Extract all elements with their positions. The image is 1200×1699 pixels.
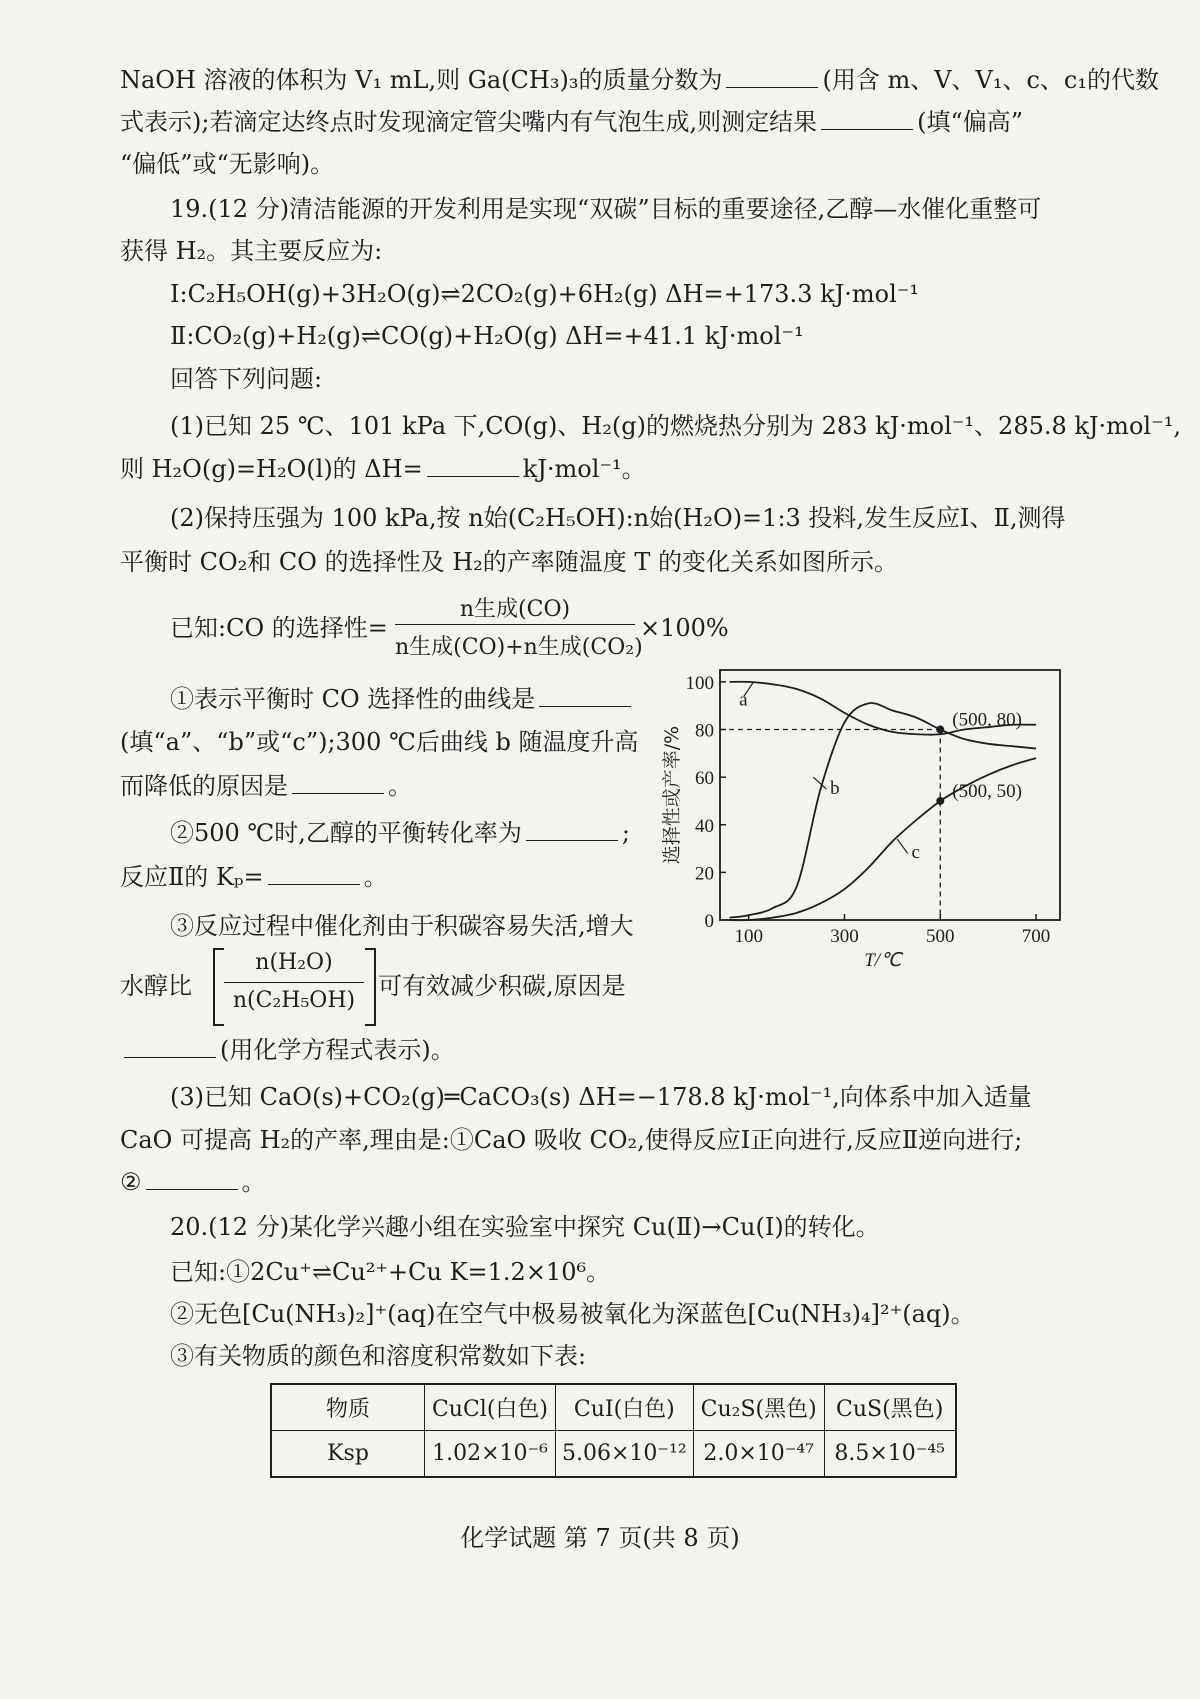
table-header-cell: CuS(黑色) bbox=[824, 1384, 956, 1431]
text-line: 回答下列问题: bbox=[170, 365, 323, 393]
text-line: 式表示);若滴定达终点时发现滴定管尖嘴内有气泡生成,则测定结果 (填“偏高” bbox=[120, 108, 1023, 136]
selectivity-fraction bbox=[395, 592, 643, 662]
text-line: (2)保持压强为 100 kPa,按 n始(C₂H₅OH):n始(H₂O)=1:3 投料,发生反应Ⅰ、Ⅱ,测得 bbox=[170, 504, 1066, 532]
fraction-bar bbox=[224, 982, 364, 983]
selectivity-chart bbox=[650, 640, 1090, 970]
table-cell: 2.0×10⁻⁴⁷ bbox=[693, 1431, 824, 1478]
answer-blank[interactable] bbox=[146, 1167, 238, 1190]
table-row bbox=[271, 1431, 956, 1478]
left-bracket bbox=[213, 948, 224, 1026]
y-tick-label: 60 bbox=[695, 768, 714, 790]
question-19-heading: 19.(12 分)清洁能源的开发利用是实现“双碳”目标的重要途径,乙醇—水催化重整可 bbox=[170, 195, 1042, 223]
text-line: ② 。 bbox=[120, 1168, 266, 1196]
table-cell: 8.5×10⁻⁴⁵ bbox=[824, 1431, 956, 1478]
text-line: (1)已知 25 ℃、101 kPa 下,CO(g)、H₂(g)的燃烧热分别为 283 kJ·mol⁻¹、285.8 kJ·mol⁻¹, bbox=[170, 412, 1181, 440]
text-line: (3)已知 CaO(s)+CO₂(g)═CaCO₃(s) ΔH=−178.8 kJ·mol⁻¹,向体系中加入适量 bbox=[170, 1083, 1032, 1111]
fraction-numerator: n(H₂O) bbox=[255, 950, 333, 975]
text-line: CaO 可提高 H₂的产率,理由是:①CaO 吸收 CO₂,使得反应Ⅰ正向进行,反应Ⅱ逆向进行; bbox=[120, 1126, 1023, 1154]
y-tick-label: 20 bbox=[695, 863, 714, 885]
answer-blank[interactable] bbox=[268, 862, 360, 885]
text-line: NaOH 溶液的体积为 V₁ mL,则 Ga(CH₃)₃的质量分数为 (用含 m、V、V₁、c、c₁的代数 bbox=[120, 66, 1159, 94]
y-tick-label: 0 bbox=[704, 911, 714, 932]
curve-label: a bbox=[739, 689, 748, 711]
text-line: ②500 ℃时,乙醇的平衡转化率为 ; bbox=[170, 819, 631, 847]
text-line: 平衡时 CO₂和 CO 的选择性及 H₂的产率随温度 T 的变化关系如图所示。 bbox=[120, 548, 899, 576]
answer-blank[interactable] bbox=[526, 818, 618, 841]
answer-blank[interactable] bbox=[726, 65, 818, 88]
fraction-denominator: n(C₂H₅OH) bbox=[232, 988, 356, 1013]
text-line: “偏低”或“无影响)。 bbox=[120, 150, 335, 178]
curve-label-leader bbox=[897, 839, 908, 853]
text-line: 则 H₂O(g)=H₂O(l)的 ΔH= kJ·mol⁻¹。 bbox=[120, 455, 646, 483]
x-axis-label: T/℃ bbox=[864, 950, 902, 970]
text-line: (用化学方程式表示)。 bbox=[120, 1034, 1110, 1066]
annotation-point bbox=[936, 797, 944, 805]
answer-blank[interactable] bbox=[427, 454, 519, 477]
fraction-denominator: n生成(CO)+n生成(CO₂) bbox=[395, 635, 643, 660]
ratio-label: 水醇比 bbox=[120, 972, 192, 1000]
ratio-fraction bbox=[224, 950, 364, 1020]
table-header-cell: 物质 bbox=[271, 1384, 425, 1431]
x-tick-label: 700 bbox=[1021, 926, 1051, 947]
annotation-point bbox=[936, 726, 944, 734]
table-header-cell: Cu₂S(黑色) bbox=[693, 1384, 824, 1431]
reaction-1: Ⅰ:C₂H₅OH(g)+3H₂O(g)⇌2CO₂(g)+6H₂(g) ΔH=+173.3 kJ·mol⁻¹ bbox=[170, 280, 920, 308]
y-tick-label: 40 bbox=[695, 815, 714, 837]
right-bracket bbox=[365, 948, 376, 1026]
answer-blank[interactable] bbox=[821, 107, 913, 130]
text-line: ②无色[Cu(NH₃)₂]⁺(aq)在空气中极易被氧化为深蓝色[Cu(NH₃)₄]²⁺(aq)。 bbox=[170, 1300, 975, 1328]
x-tick-label: 100 bbox=[734, 926, 763, 947]
y-tick-label: 80 bbox=[695, 720, 714, 742]
fraction-numerator: n生成(CO) bbox=[459, 597, 571, 622]
definition-label: 已知:CO 的选择性= bbox=[170, 614, 388, 642]
reaction-2: Ⅱ:CO₂(g)+H₂(g)⇌CO(g)+H₂O(g) ΔH=+41.1 kJ·mol⁻¹ bbox=[170, 322, 804, 350]
text-line: 获得 H₂。其主要反应为: bbox=[120, 237, 383, 265]
x-tick-label: 500 bbox=[926, 926, 955, 947]
y-tick-label: 100 bbox=[685, 672, 714, 694]
curve-label: b bbox=[830, 777, 840, 799]
answer-blank[interactable] bbox=[124, 1035, 216, 1058]
table-header-cell: CuCl(白色) bbox=[425, 1384, 556, 1431]
definition-suffix: ×100% bbox=[640, 614, 729, 642]
text-line: (填“a”、“b”或“c”);300 ℃后曲线 b 随温度升高 bbox=[120, 728, 639, 756]
y-axis-label: 选择性或产率/% bbox=[661, 725, 683, 865]
fraction-bar bbox=[395, 624, 635, 625]
curve-b bbox=[730, 703, 1036, 918]
table-cell: 5.06×10⁻¹² bbox=[556, 1431, 694, 1478]
answer-blank[interactable] bbox=[292, 771, 384, 794]
text-line: ③有关物质的颜色和溶度积常数如下表: bbox=[170, 1342, 587, 1370]
x-tick-label: 300 bbox=[830, 926, 859, 947]
annotation-label: (500, 50) bbox=[952, 780, 1022, 802]
text-line: 已知:①2Cu⁺⇌Cu²⁺+Cu K=1.2×10⁶。 bbox=[170, 1258, 611, 1286]
text-line: 反应Ⅱ的 Kₚ= 。 bbox=[120, 863, 388, 891]
text-line: 可有效减少积碳,原因是 bbox=[378, 972, 626, 1000]
curve-label: c bbox=[911, 842, 920, 864]
table-header-cell: CuI(白色) bbox=[556, 1384, 694, 1431]
annotation-label: (500, 80) bbox=[952, 709, 1022, 731]
question-20-heading: 20.(12 分)某化学兴趣小组在实验室中探究 Cu(Ⅱ)→Cu(Ⅰ)的转化。 bbox=[170, 1213, 880, 1241]
table-row-label: Ksp bbox=[271, 1431, 425, 1478]
text-line: ①表示平衡时 CO 选择性的曲线是 bbox=[170, 683, 650, 715]
text-line: ③反应过程中催化剂由于积碳容易失活,增大 bbox=[170, 912, 634, 940]
page-footer: 化学试题 第 7 页(共 8 页) bbox=[460, 1524, 740, 1552]
table-cell: 1.02×10⁻⁶ bbox=[425, 1431, 556, 1478]
table-header-row bbox=[271, 1384, 956, 1431]
text-line: 而降低的原因是 。 bbox=[120, 772, 412, 800]
ksp-table bbox=[270, 1383, 957, 1478]
answer-blank[interactable] bbox=[539, 684, 631, 707]
